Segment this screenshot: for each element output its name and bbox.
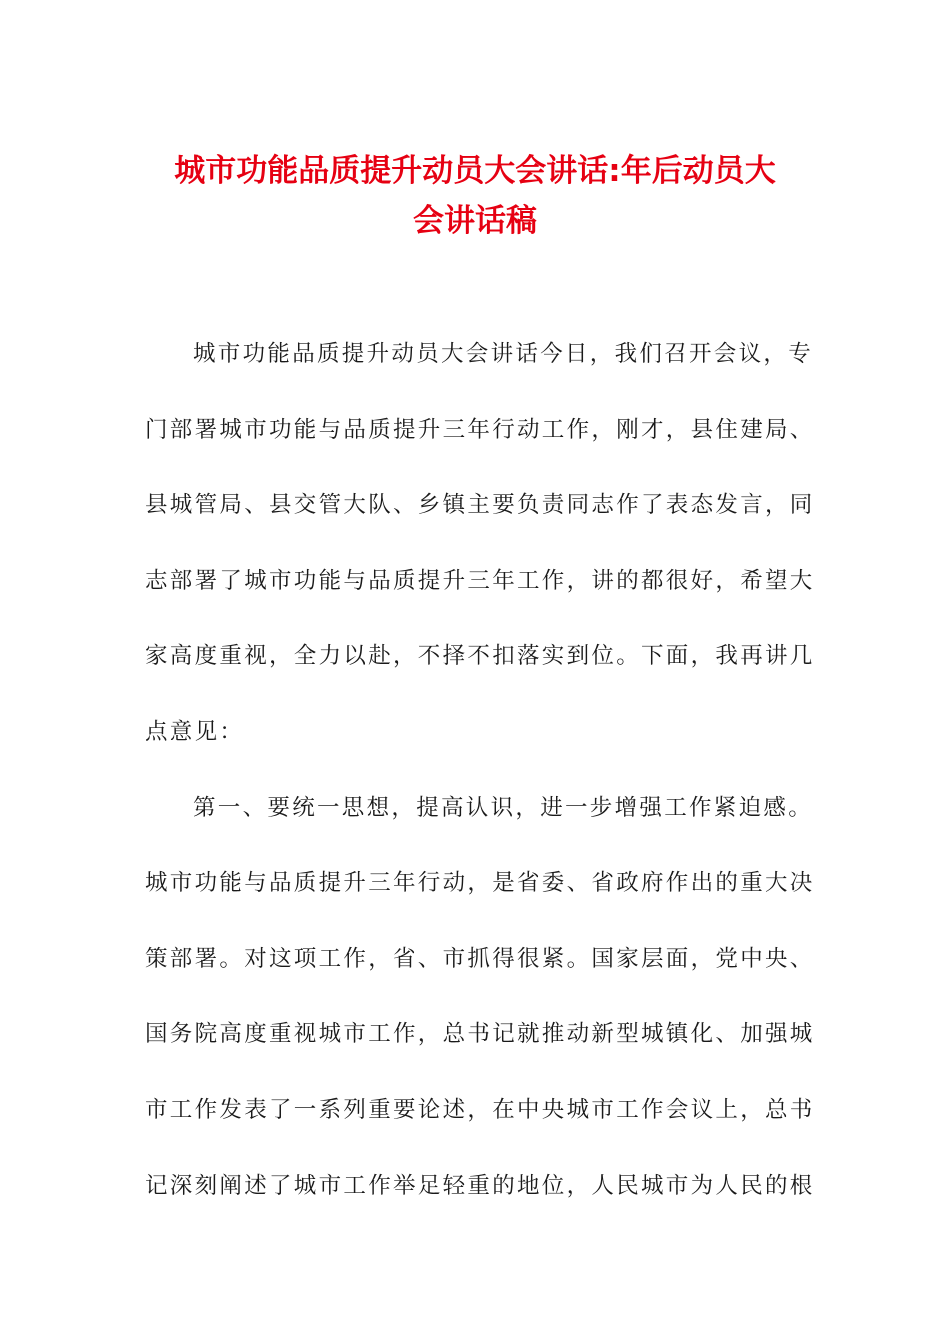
document-title (120, 146, 830, 246)
document-body (145, 332, 815, 1239)
paragraph-2-line-1: 第一、要统一思想，提高认识，进一步增强工作紧迫感。 (193, 794, 814, 821)
title-line-2: 会讲话稿 (413, 203, 537, 239)
paragraph-2-line-4: 国务院高度重视城市工作，总书记就推动新型城镇化、加强城 (145, 1021, 815, 1048)
paragraph-1-line-1: 城市功能品质提升动员大会讲话今日，我们召开会议，专 (193, 341, 814, 367)
title-line-1: 城市功能品质提升动员大会讲话:年后动员大 (174, 153, 776, 189)
paragraph-1-line-5: 家高度重视，全力以赴，不择不扣落实到位。下面，我再讲几 (145, 643, 815, 670)
paragraph-2-line-3: 策部署。对这项工作，省、市抓得很紧。国家层面，党中央、 (145, 945, 815, 972)
paragraph-1-line-6: 点意见： (145, 718, 245, 745)
paragraph-2-line-5: 市工作发表了一系列重要论述，在中央城市工作会议上，总书 (145, 1096, 815, 1123)
paragraph-1-line-4: 志部署了城市功能与品质提升三年工作，讲的都很好，希望大 (145, 567, 815, 594)
paragraph-1-line-2: 门部署城市功能与品质提升三年行动工作，刚才，县住建局、 (145, 416, 815, 443)
paragraph-2-line-6: 记深刻阐述了城市工作举足轻重的地位，人民城市为人民的根 (145, 1172, 815, 1199)
paragraph-1-line-3: 县城管局、县交管大队、乡镇主要负责同志作了表态发言，同 (145, 492, 815, 519)
paragraph-2-line-2: 城市功能与品质提升三年行动，是省委、省政府作出的重大决 (145, 870, 815, 897)
